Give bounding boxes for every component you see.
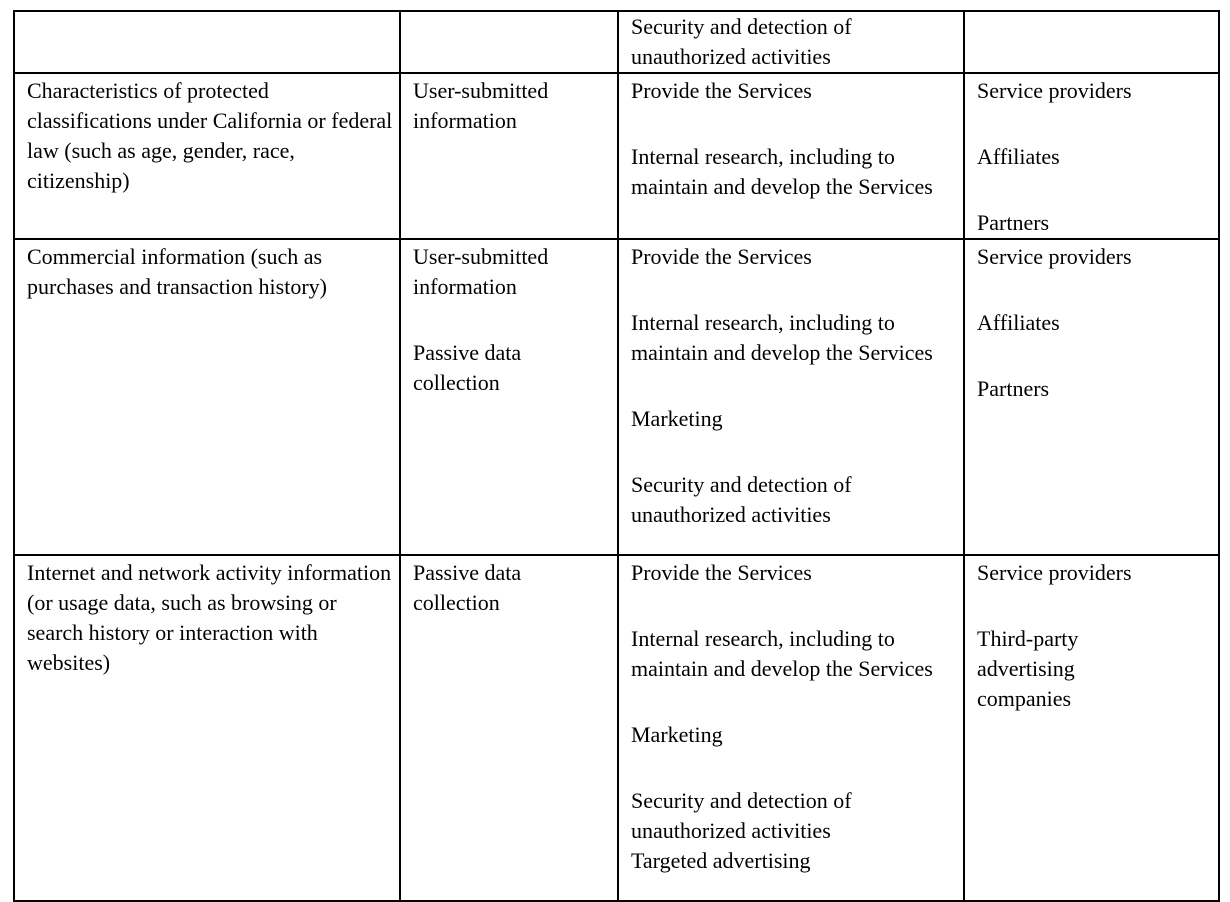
recipient-item: Partners (977, 210, 1050, 235)
category-cell (14, 11, 400, 73)
purpose-item: Internal research, including to maintain and develop the Services (631, 626, 933, 681)
purposes-cell (618, 11, 964, 73)
source-cell (400, 73, 618, 239)
disclosed-to-cell (964, 11, 1219, 73)
disclosed-to-cell (964, 239, 1219, 555)
purpose-item: Internal research, including to maintain and develop the Services (631, 144, 933, 199)
source-cell (400, 555, 618, 901)
recipient-item: Affiliates (977, 144, 1060, 169)
table-row (14, 73, 1219, 239)
purpose-item: Targeted advertising (631, 848, 811, 873)
category-cell (14, 239, 400, 555)
purpose-item: Provide the Services (631, 78, 812, 103)
table-row (14, 239, 1219, 555)
disclosed-to-cell (964, 73, 1219, 239)
recipient-item: Affiliates (977, 310, 1060, 335)
recipient-item: Third-party advertising companies (977, 626, 1079, 711)
source-item: User-submitted information (413, 244, 549, 299)
table-row (14, 11, 1219, 73)
purpose-item: Security and detection of unauthorized activities (631, 788, 852, 843)
disclosed-to-cell (964, 555, 1219, 901)
category-cell (14, 555, 400, 901)
purpose-item: Security and detection of unauthorized activities (631, 14, 852, 69)
purpose-item: Marketing (631, 722, 723, 747)
purpose-item: Internal research, including to maintain and develop the Services (631, 310, 933, 365)
purposes-cell (618, 239, 964, 555)
purpose-item: Marketing (631, 406, 723, 431)
purposes-cell (618, 73, 964, 239)
category-text: Characteristics of protected classifications under California or federal law (such as age, gender, race, citizenship) (27, 78, 393, 193)
recipient-item: Service providers (977, 78, 1132, 103)
purpose-item: Provide the Services (631, 560, 812, 585)
source-item: Passive data collection (413, 340, 522, 395)
recipient-item: Partners (977, 376, 1050, 401)
category-text: Internet and network activity information (or usage data, such as browsing or search history or interaction with websites) (27, 560, 392, 675)
purposes-cell (618, 555, 964, 901)
source-cell (400, 239, 618, 555)
recipient-item: Service providers (977, 560, 1132, 585)
purpose-item: Security and detection of unauthorized activities (631, 472, 852, 527)
source-item: Passive data collection (413, 560, 522, 615)
category-text: Commercial information (such as purchases and transaction history) (27, 244, 327, 299)
data-disclosure-table (13, 10, 1220, 902)
table-row (14, 555, 1219, 901)
purpose-item: Provide the Services (631, 244, 812, 269)
category-cell (14, 73, 400, 239)
recipient-item: Service providers (977, 244, 1132, 269)
source-item: User-submitted information (413, 78, 549, 133)
source-cell (400, 11, 618, 73)
